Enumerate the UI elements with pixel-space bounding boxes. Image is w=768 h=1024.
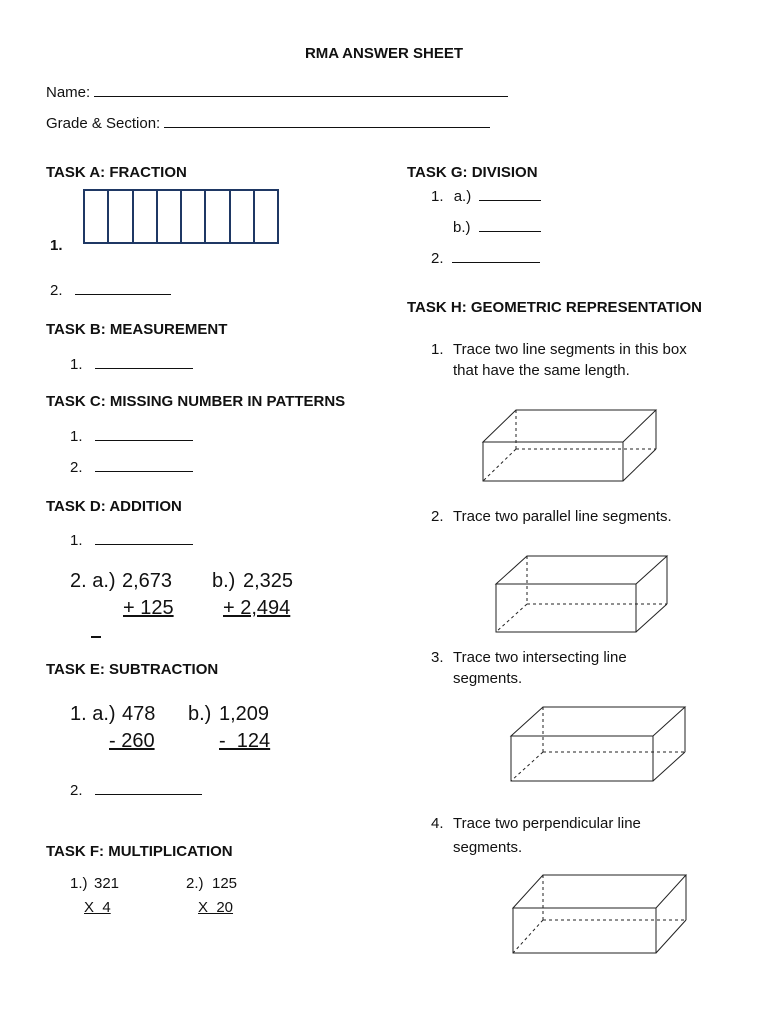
answer-blank[interactable]	[479, 217, 541, 232]
task-g-item-2-number: 2.	[431, 250, 444, 267]
task-c-heading: TASK C: MISSING NUMBER IN PATTERNS	[46, 393, 346, 410]
task-g-item-1b[interactable]	[453, 217, 541, 236]
task-d-a-bottom: + 125	[123, 597, 174, 619]
task-d-heading: TASK D: ADDITION	[46, 498, 182, 515]
task-h-item-1-number: 1.	[431, 341, 444, 358]
task-f-p1-top: 321	[94, 875, 120, 892]
task-a-item-2[interactable]	[50, 280, 171, 299]
rectangular-prism-2[interactable]	[496, 556, 668, 633]
task-a-item-1-number: 1.	[50, 237, 63, 254]
task-a-item-2-number: 2.	[50, 282, 63, 299]
task-g-item-1a[interactable]	[431, 186, 541, 205]
grade-section-label: Grade & Section:	[46, 115, 161, 132]
task-h-item-2-number: 2.	[431, 508, 444, 525]
task-e-item-1-prefix: 1. a.)	[70, 703, 116, 725]
task-g-heading: TASK G: DIVISION	[407, 164, 538, 181]
answer-blank[interactable]	[95, 354, 193, 369]
answer-blank[interactable]	[95, 780, 202, 795]
answer-blank[interactable]	[452, 248, 540, 263]
task-c-item-1[interactable]	[70, 426, 193, 445]
task-h-item-1-line-2: that have the same length.	[453, 362, 630, 379]
stray-mark	[91, 636, 101, 638]
task-f-p1-bottom: X 4	[84, 899, 111, 916]
task-c-item-2[interactable]	[70, 457, 193, 476]
task-f-p1-label: 1.)	[70, 875, 88, 892]
task-h-item-3-line-1: Trace two intersecting line	[453, 649, 627, 666]
task-b-item-1-number: 1.	[70, 356, 83, 373]
answer-blank[interactable]	[95, 457, 193, 472]
task-e-item-2-number: 2.	[70, 782, 83, 799]
task-c-item-1-number: 1.	[70, 428, 83, 445]
task-d-item-1-number: 1.	[70, 532, 83, 549]
task-d-b-label: b.)	[212, 570, 236, 592]
task-a-heading: TASK A: FRACTION	[46, 164, 187, 181]
answer-blank[interactable]	[95, 426, 193, 441]
task-g-item-1b-label: b.)	[453, 219, 471, 236]
task-h-item-4-line-1: Trace two perpendicular line	[453, 815, 641, 832]
task-h-item-4-number: 4.	[431, 815, 444, 832]
task-b-heading: TASK B: MEASUREMENT	[46, 321, 228, 338]
answer-blank[interactable]	[75, 280, 171, 295]
task-e-b-bottom: - 124	[219, 730, 271, 752]
task-f-p2-top: 125	[212, 875, 238, 892]
task-c-item-2-number: 2.	[70, 459, 83, 476]
grade-section-field[interactable]	[46, 113, 490, 132]
name-blank[interactable]	[94, 82, 508, 97]
name-label: Name:	[46, 84, 91, 101]
task-h-item-1-line-1: Trace two line segments in this box	[453, 341, 687, 358]
task-h-item-4-line-2: segments.	[453, 839, 523, 856]
rectangular-prism-3[interactable]	[511, 707, 686, 782]
task-g-item-1-number: 1.	[431, 188, 444, 205]
task-h-item-2-line-1: Trace two parallel line segments.	[453, 508, 672, 525]
task-h-item-3-number: 3.	[431, 649, 444, 666]
page-title: RMA ANSWER SHEET	[304, 45, 464, 62]
task-d-a-top: 2,673	[122, 570, 173, 592]
task-h-item-3-line-2: segments.	[453, 670, 523, 687]
task-d-b-bottom: + 2,494	[223, 597, 291, 619]
task-e-item-2[interactable]	[70, 780, 202, 799]
task-e-b-top: 1,209	[219, 703, 270, 725]
task-d-item-1[interactable]	[70, 530, 193, 549]
fraction-bar[interactable]	[83, 189, 279, 244]
task-e-a-bottom: - 260	[109, 730, 155, 752]
task-f-heading: TASK F: MULTIPLICATION	[46, 843, 233, 860]
name-field[interactable]	[46, 82, 508, 101]
task-g-item-2[interactable]	[431, 248, 540, 267]
task-b-item-1[interactable]	[70, 354, 193, 373]
task-e-a-top: 478	[122, 703, 156, 725]
task-d-item-2-prefix: 2. a.)	[70, 570, 116, 592]
task-g-item-1a-label: a.)	[453, 188, 472, 205]
task-h-heading: TASK H: GEOMETRIC REPRESENTATION	[407, 299, 703, 316]
task-e-heading: TASK E: SUBTRACTION	[46, 661, 219, 678]
answer-blank[interactable]	[95, 530, 193, 545]
task-d-b-top: 2,325	[243, 570, 294, 592]
answer-blank[interactable]	[479, 186, 541, 201]
task-f-p2-label: 2.)	[186, 875, 204, 892]
rectangular-prism-4[interactable]	[513, 875, 687, 954]
task-f-p2-bottom: X 20	[198, 899, 234, 916]
task-e-b-label: b.)	[188, 703, 212, 725]
grade-section-blank[interactable]	[164, 113, 490, 128]
rectangular-prism-1[interactable]	[483, 410, 657, 482]
